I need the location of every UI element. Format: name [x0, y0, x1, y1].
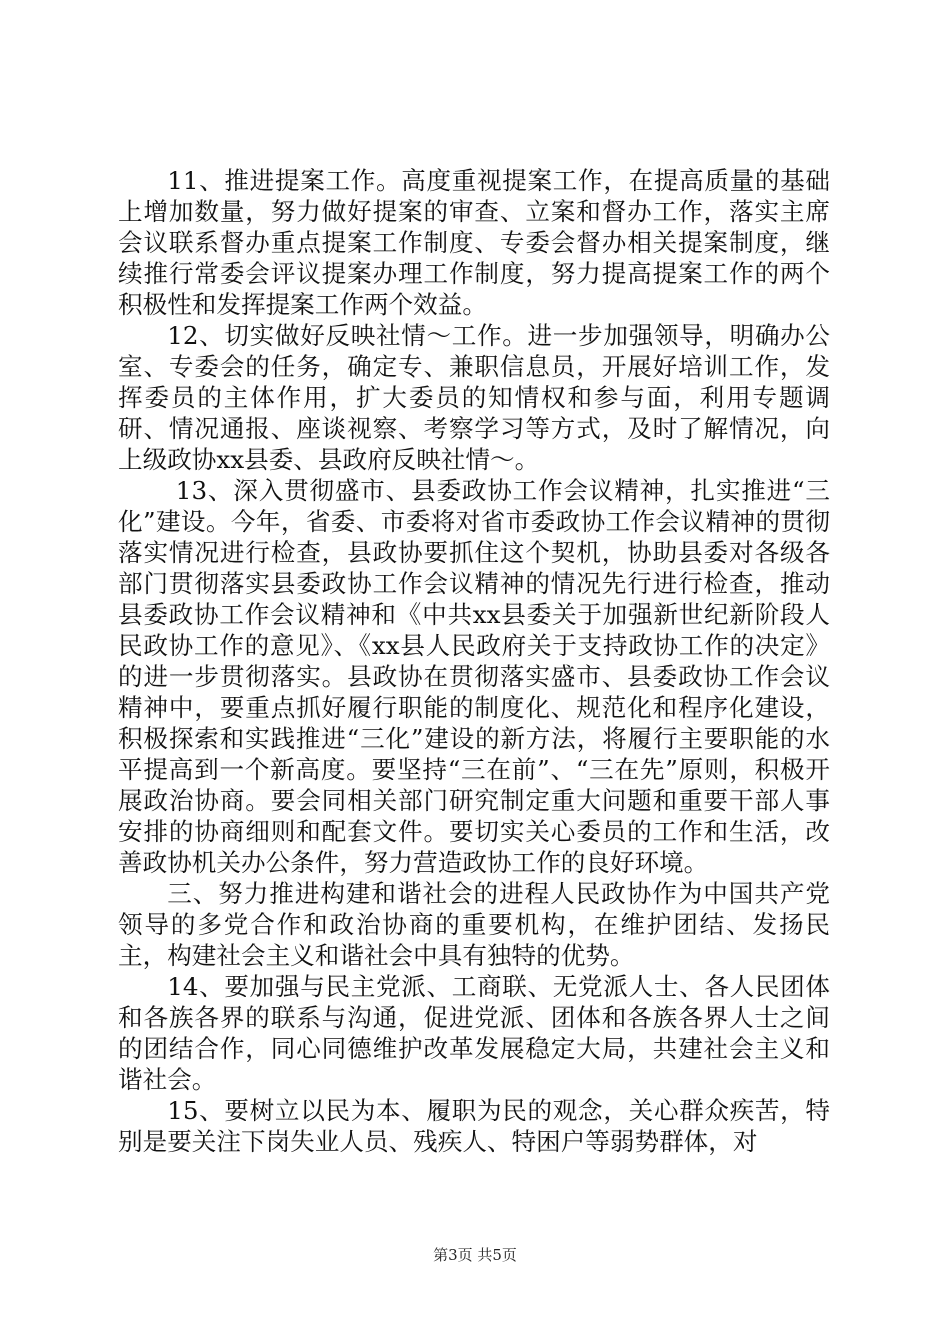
document-body	[118, 165, 830, 1157]
page-number-footer: 第3页 共5页	[433, 1246, 517, 1264]
paragraph-13: 13、深入贯彻盛市、县委政协工作会议精神，扎实推进“三化”建设。今年，省委、市委将对省市委政协工作会议精神的贯彻落实情况进行检查，县政协要抓住这个契机，协助县委对各级各部门贯彻落实县委政协工作会议精神的情况先行进行检查，推动县委政协工作会议精神和《中共xx县委关于加强新世纪新阶段人民政协工作的意见》、《xx县人民政府关于支持政协工作的决定》的进一步贯彻落实。县政协在贯彻落实盛市、县委政协工作会议精神中，要重点抓好履行职能的制度化、规范化和程序化建设，积极探索和实践推进“三化”建设的新方法，将履行主要职能的水平提高到一个新高度。要坚持“三在前”、“三在先”原则，积极开展政治协商。要会同相关部门研究制定重大问题和重要干部人事安排的协商细则和配套文件。要切实关心委员的工作和生活，改善政协机关办公条件，努力营造政协工作的良好环境。	[118, 476, 830, 877]
paragraph-section-three: 三、努力推进构建和谐社会的进程人民政协作为中国共产党领导的多党合作和政治协商的重要机构，在维护团结、发扬民主，构建社会主义和谐社会中具有独特的优势。	[118, 879, 830, 970]
paragraph-15: 15、要树立以民为本、履职为民的观念，关心群众疾苦，特别是要关注下岗失业人员、残疾人、特困户等弱势群体，对	[118, 1096, 830, 1156]
paragraph-11: 11、推进提案工作。高度重视提案工作，在提高质量的基础上增加数量，努力做好提案的审查、立案和督办工作，落实主席会议联系督办重点提案工作制度、专委会督办相关提案制度，继续推行常委会评议提案办理工作制度，努力提高提案工作的两个积极性和发挥提案工作两个效益。	[118, 166, 830, 319]
paragraph-14: 14、要加强与民主党派、工商联、无党派人士、各人民团体和各族各界的联系与沟通，促进党派、团体和各族各界人士之间的团结合作，同心同德维护改革发展稳定大局，共建社会主义和谐社会。	[118, 972, 830, 1094]
paragraph-12: 12、切实做好反映社情～工作。进一步加强领导，明确办公室、专委会的任务，确定专、兼职信息员，开展好培训工作，发挥委员的主体作用，扩大委员的知情权和参与面，利用专题调研、情况通报、座谈视察、考察学习等方式，及时了解情况，向上级政协xx县委、县政府反映社情～。	[118, 321, 830, 474]
